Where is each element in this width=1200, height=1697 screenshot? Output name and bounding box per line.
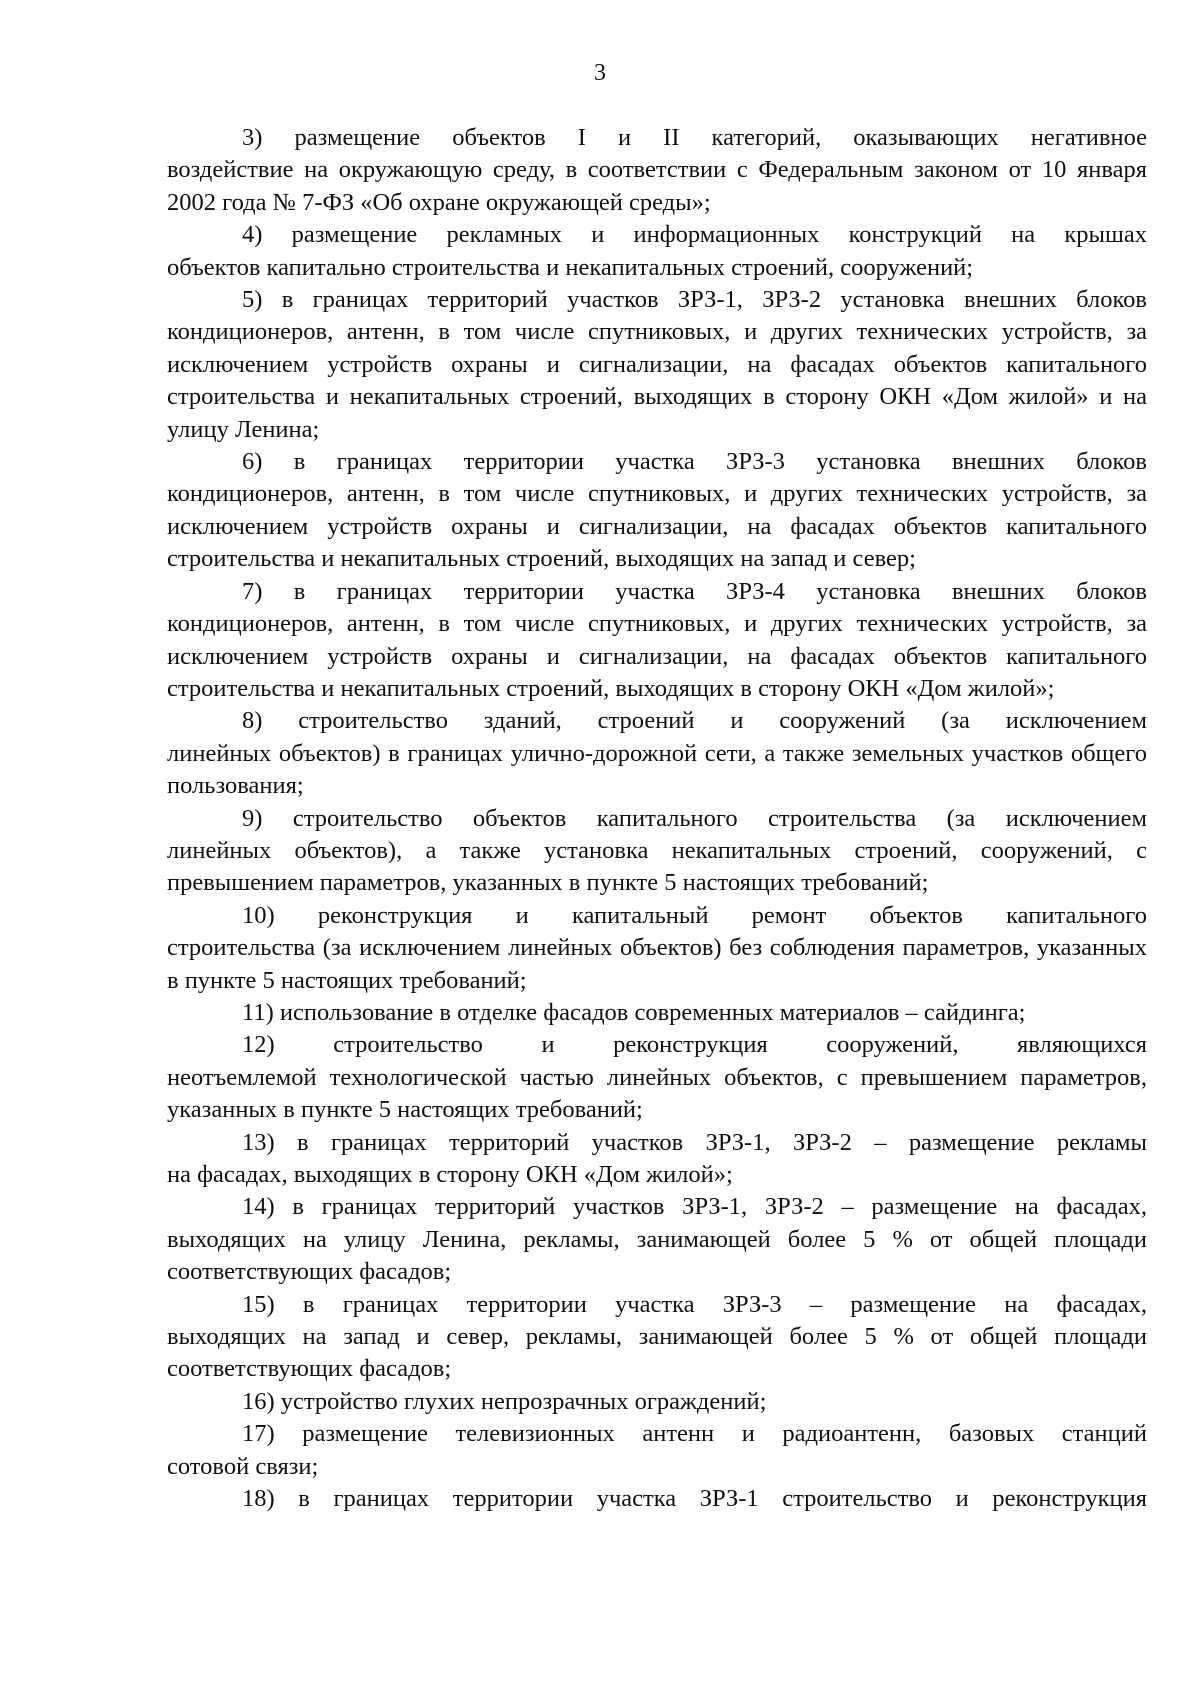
list-item-16 (167, 1386, 1147, 1418)
list-item-12-continuation: неотъемлемой технологической частью линейных объектов, с превышением параметров, указанных в пункте 5 настоящих требований; (167, 1063, 1147, 1124)
list-item-16-text: 16) устройство глухих непрозрачных ограждений; (242, 1387, 767, 1415)
list-item-13-first-line: 13) в границах территорий участков ЗРЗ-1, ЗРЗ-2 – размещение рекламы (242, 1128, 1147, 1156)
list-item-9-first-line: 9) строительство объектов капитального строительства (за исключением (242, 804, 1147, 832)
list-item-6 (167, 446, 1147, 576)
list-item-4-first-line: 4) размещение рекламных и информационных конструкций на крышах (242, 221, 1147, 249)
list-item-10 (167, 900, 1147, 997)
list-item-10-first-line: 10) реконструкция и капитальный ремонт объектов капитального (242, 901, 1147, 929)
list-item-3-continuation: воздействие на окружающую среду, в соответствии с Федеральным законом от 10 января 2002 года № 7-ФЗ «Об охране окружающей среды»; (167, 156, 1147, 216)
list-item-14-continuation: выходящих на улицу Ленина, рекламы, занимающей более 5 % от общей площади соответствующих фасадов; (167, 1225, 1147, 1286)
list-item-7-first-line: 7) в границах территории участка ЗРЗ-4 установка внешних блоков (242, 577, 1147, 605)
list-item-15 (167, 1289, 1147, 1386)
list-item-15-first-line: 15) в границах территории участка ЗРЗ-3 – размещение на фасадах, (242, 1290, 1147, 1318)
list-item-9-continuation: линейных объектов), а также установка некапитальных строений, сооружений, с превышением параметров, указанных в пункте 5 настоящих требований; (167, 836, 1147, 897)
list-item-13 (167, 1127, 1147, 1192)
list-item-12-first-line: 12) строительство и реконструкция сооружений, являющихся (242, 1031, 1147, 1059)
list-item-10-continuation: строительства (за исключением линейных объектов) без соблюдения параметров, указанных в пункте 5 настоящих требований; (167, 934, 1147, 994)
list-item-6-first-line: 6) в границах территории участка ЗРЗ-3 установка внешних блоков (242, 448, 1147, 476)
list-item-14-first-line: 14) в границах территорий участков ЗРЗ-1, ЗРЗ-2 – размещение на фасадах, (242, 1193, 1147, 1221)
list-item-7 (167, 576, 1147, 706)
list-item-17-first-line: 17) размещение телевизионных антенн и радиоантенн, базовых станций (242, 1420, 1147, 1448)
list-item-13-continuation: на фасадах, выходящих в сторону ОКН «Дом жилой»; (167, 1161, 733, 1188)
list-item-8 (167, 705, 1147, 802)
list-item-6-continuation: кондиционеров, антенн, в том числе спутниковых, и других технических устройств, за исключением устройств охраны и сигнализации, на фасадах объектов капитального строительства и некапитальных строений, выходящих на запад и север; (167, 480, 1147, 573)
list-item-15-continuation: выходящих на запад и север, рекламы, занимающей более 5 % от общей площади соответствующих фасадов; (167, 1323, 1147, 1383)
list-item-18-first-line: 18) в границах территории участка ЗРЗ-1 строительство и реконструкция (242, 1485, 1147, 1513)
document-body (167, 122, 1147, 1515)
list-item-8-first-line: 8) строительство зданий, строений и сооружений (за исключением (242, 707, 1147, 735)
page-number: 3 (594, 60, 606, 86)
list-item-5-continuation: кондиционеров, антенн, в том числе спутниковых, и других технических устройств, за исключением устройств охраны и сигнализации, на фасадах объектов капитального строительства и некапитальных строений, выходящих в сторону ОКН «Дом жилой» и на улицу Ленина; (167, 318, 1147, 443)
list-item-14 (167, 1191, 1147, 1288)
list-item-11 (167, 997, 1147, 1029)
list-item-3-first-line: 3) размещение объектов I и II категорий, оказывающих негативное (242, 124, 1147, 151)
list-item-9 (167, 803, 1147, 900)
list-item-12 (167, 1029, 1147, 1126)
list-item-11-text: 11) использование в отделке фасадов современных материалов – сайдинга; (242, 998, 1026, 1026)
list-item-4-continuation: объектов капитально строительства и некапитальных строений, сооружений; (167, 253, 974, 281)
list-item-5 (167, 284, 1147, 446)
list-item-4 (167, 219, 1147, 284)
list-item-17-continuation: сотовой связи; (167, 1452, 319, 1480)
list-item-5-first-line: 5) в границах территорий участков ЗРЗ-1, ЗРЗ-2 установка внешних блоков (242, 286, 1147, 314)
list-item-8-continuation: линейных объектов) в границах улично-дорожной сети, а также земельных участков общего пользования; (167, 739, 1147, 800)
list-item-18 (167, 1483, 1147, 1515)
list-item-17 (167, 1418, 1147, 1483)
list-item-3 (167, 122, 1147, 219)
list-item-7-continuation: кондиционеров, антенн, в том числе спутниковых, и других технических устройств, за исключением устройств охраны и сигнализации, на фасадах объектов капитального строительства и некапитальных строений, выходящих в сторону ОКН «Дом жилой»; (167, 610, 1147, 702)
